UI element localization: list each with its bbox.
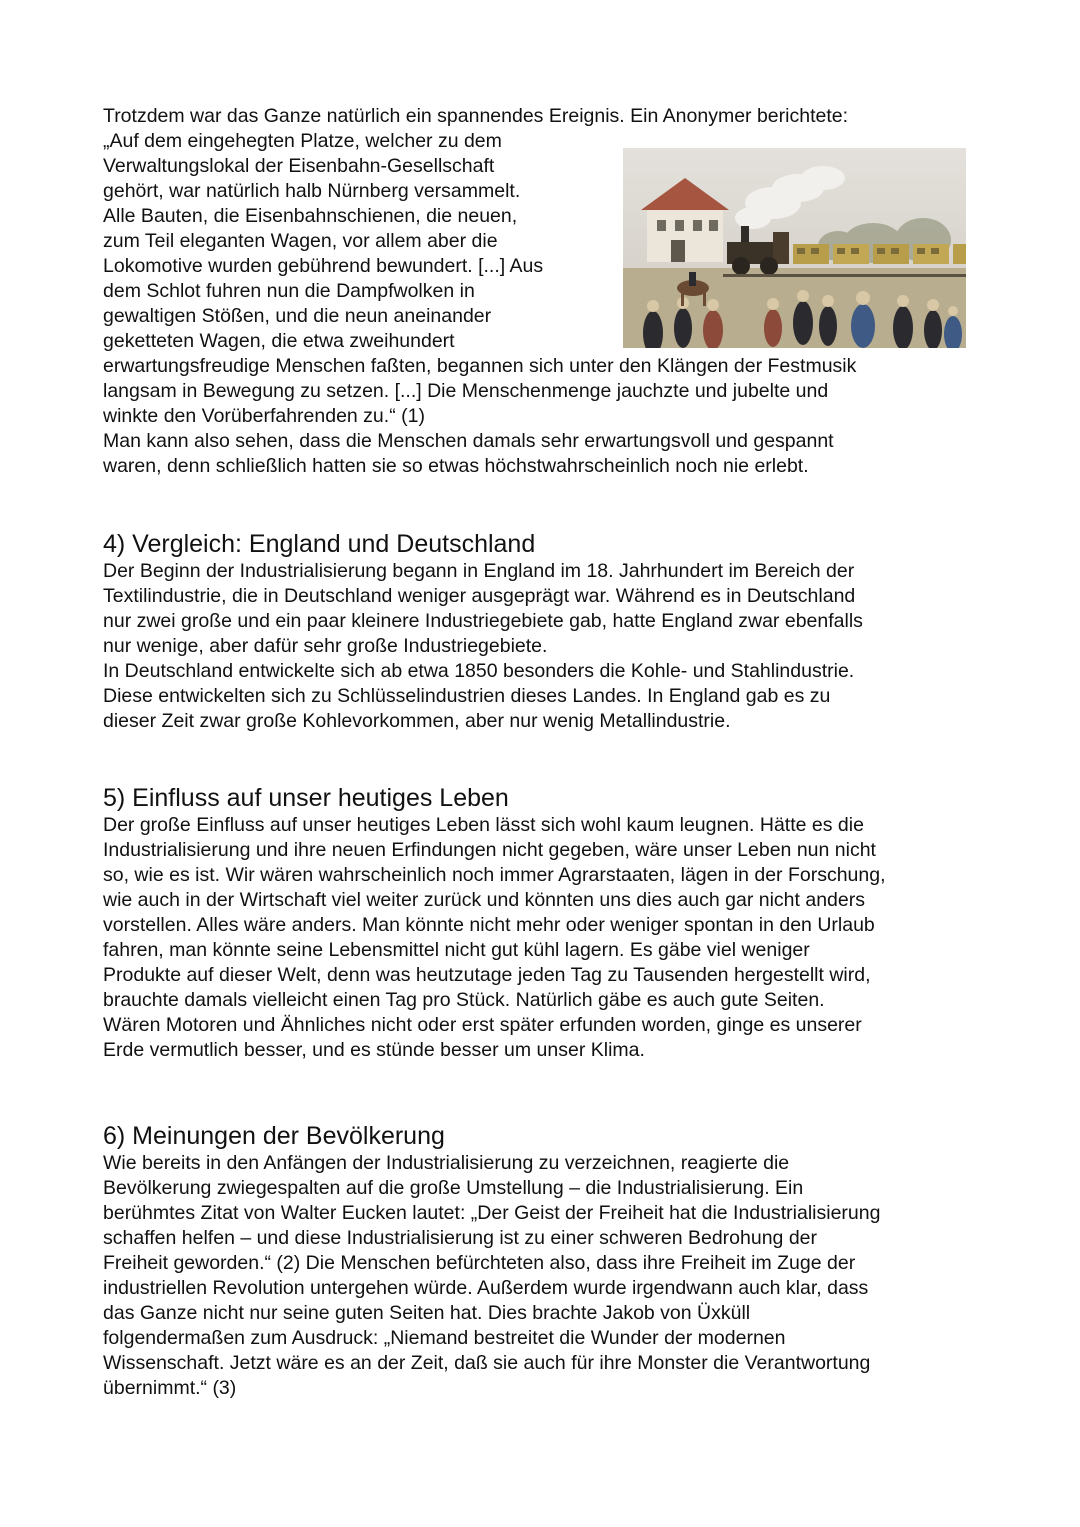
text-line: Lokomotive wurden gebührend bewundert. [...] Aus — [103, 255, 544, 277]
text-line: Der große Einfluss auf unser heutiges Leben lässt sich wohl kaum leugnen. Hätte es die — [103, 814, 864, 836]
text-line: nur zwei große und ein paar kleinere Industriegebiete gab, hatte England zwar ebenfalls — [103, 610, 863, 632]
section-heading: 6) Meinungen der Bevölkerung — [103, 1122, 445, 1150]
text-line: Bevölkerung zwiegespalten auf die große Umstellung – die Industrialisierung. Ein — [103, 1177, 804, 1199]
text-line: Erde vermutlich besser, und es stünde besser um unser Klima. — [103, 1039, 645, 1061]
text-line: Trotzdem war das Ganze natürlich ein spannendes Ereignis. Ein Anonymer berichtete: — [103, 105, 849, 127]
text-line: Der Beginn der Industrialisierung begann in England im 18. Jahrhundert im Bereich der — [103, 560, 855, 582]
section-heading: 4) Vergleich: England und Deutschland — [103, 530, 536, 558]
text-line: Freiheit geworden.“ (2) Die Menschen befürchteten also, dass ihre Freiheit im Zuge der — [103, 1252, 856, 1274]
text-line: brauchte damals vielleicht einen Tag pro Stück. Natürlich gäbe es auch gute Seiten. — [103, 989, 825, 1011]
text-line: folgendermaßen zum Ausdruck: „Niemand bestreitet die Wunder der modernen — [103, 1327, 786, 1349]
text-line: Verwaltungslokal der Eisenbahn-Gesellschaft — [103, 155, 495, 177]
text-line: übernimmt.“ (3) — [103, 1377, 237, 1399]
text-line: Wissenschaft. Jetzt wäre es an der Zeit, daß sie auch für ihre Monster die Verantwortung — [103, 1352, 871, 1374]
railway-illustration-svg — [623, 148, 966, 348]
text-line: fahren, man könnte seine Lebensmittel nicht gut kühl lagern. Es gäbe viel weniger — [103, 939, 810, 961]
text-line: gewaltigen Stößen, und die neun aneinander — [103, 305, 492, 327]
text-line: gehört, war natürlich halb Nürnberg versammelt. — [103, 180, 521, 202]
text-line: schaffen helfen – und diese Industrialisierung ist zu einer schweren Bedrohung der — [103, 1227, 818, 1249]
text-line: waren, denn schließlich hatten sie so etwas höchstwahrscheinlich noch nie erlebt. — [103, 455, 809, 477]
text-line: winkte den Vorüberfahrenden zu.“ (1) — [103, 405, 425, 427]
text-line: geketteten Wagen, die etwa zweihundert — [103, 330, 455, 352]
text-line: zum Teil eleganten Wagen, vor allem aber die — [103, 230, 498, 252]
text-line: langsam in Bewegung zu setzen. [...] Die Menschenmenge jauchzte und jubelte und — [103, 380, 829, 402]
text-line: Alle Bauten, die Eisenbahnschienen, die neuen, — [103, 205, 518, 227]
text-line: Industrialisierung und ihre neuen Erfindungen nicht gegeben, wäre unser Leben nun nicht — [103, 839, 876, 861]
text-line: vorstellen. Alles wäre anders. Man könnte nicht mehr oder weniger spontan in den Urlaub — [103, 914, 875, 936]
railway-opening-illustration — [623, 148, 966, 348]
text-line: Produkte auf dieser Welt, denn was heutzutage jeden Tag zu Tausenden hergestellt wird, — [103, 964, 871, 986]
text-line: so, wie es ist. Wir wären wahrscheinlich noch immer Agrarstaaten, lägen in der Forschung, — [103, 864, 886, 886]
text-line: industriellen Revolution untergehen würde. Außerdem wurde irgendwann auch klar, dass — [103, 1277, 869, 1299]
text-line: Wie bereits in den Anfängen der Industrialisierung zu verzeichnen, reagierte die — [103, 1152, 790, 1174]
text-line: Wären Motoren und Ähnliches nicht oder erst später erfunden worden, ginge es unserer — [103, 1014, 862, 1036]
text-line: In Deutschland entwickelte sich ab etwa 1850 besonders die Kohle- und Stahlindustrie. — [103, 660, 855, 682]
text-line: dieser Zeit zwar große Kohlevorkommen, aber nur wenig Metallindustrie. — [103, 710, 731, 732]
text-line: Diese entwickelten sich zu Schlüsselindustrien dieses Landes. In England gab es zu — [103, 685, 831, 707]
text-line: nur wenige, aber dafür sehr große Industriegebiete. — [103, 635, 548, 657]
text-line: das Ganze nicht nur seine guten Seiten hat. Dies brachte Jakob von Üxküll — [103, 1302, 751, 1324]
text-line: dem Schlot fuhren nun die Dampfwolken in — [103, 280, 475, 302]
text-line: Textilindustrie, die in Deutschland weniger ausgeprägt war. Während es in Deutschland — [103, 585, 856, 607]
text-line: erwartungsfreudige Menschen faßten, begannen sich unter den Klängen der Festmusik — [103, 355, 857, 377]
text-line: wie auch in der Wirtschaft viel weiter zurück und könnten uns dies auch gar nicht anders — [103, 889, 865, 911]
ground — [623, 268, 966, 348]
text-line: berühmtes Zitat von Walter Eucken lautet: „Der Geist der Freiheit hat die Industrialisierung — [103, 1202, 881, 1224]
section-heading: 5) Einfluss auf unser heutiges Leben — [103, 784, 509, 812]
text-line: „Auf dem eingehegten Platze, welcher zu dem — [103, 130, 502, 152]
text-line: Man kann also sehen, dass die Menschen damals sehr erwartungsvoll und gespannt — [103, 430, 834, 452]
